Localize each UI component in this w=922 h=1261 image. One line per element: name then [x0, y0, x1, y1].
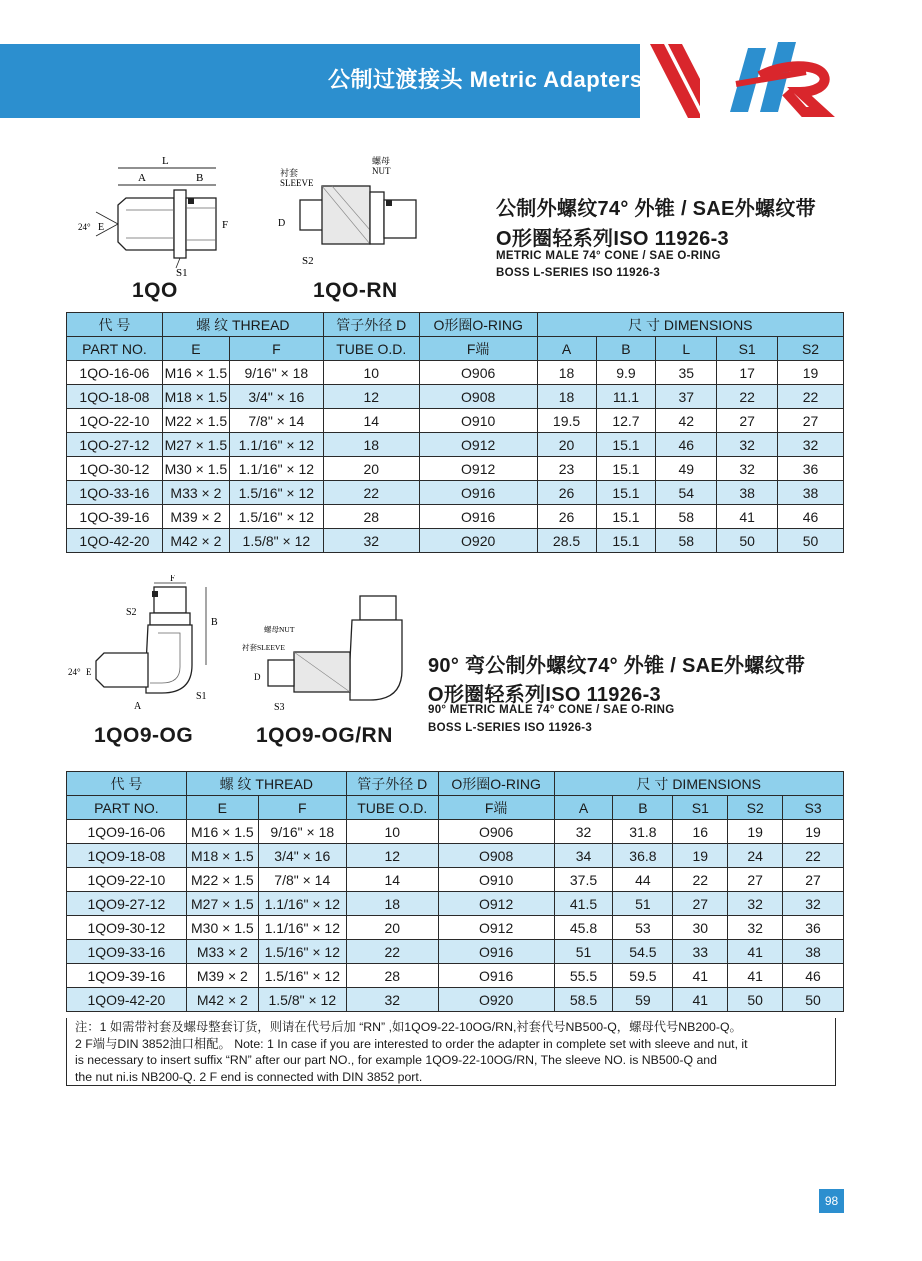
header-thread: 螺 纹 THREAD: [186, 772, 346, 796]
table-header-row: [67, 313, 844, 337]
svg-text:S3: S3: [274, 702, 285, 713]
table-cell: M22 × 1.5: [186, 868, 258, 892]
svg-text:L: L: [162, 155, 169, 167]
subheader-cell: A: [537, 337, 596, 361]
table-cell: 23: [537, 457, 596, 481]
table-cell: 1QO9-39-16: [67, 964, 187, 988]
svg-text:F: F: [222, 219, 229, 231]
table-cell: M39 × 2: [162, 505, 229, 529]
footnote-line: the nut ni.is NB200-Q. 2 F end is connected with DIN 3852 port.: [75, 1069, 423, 1084]
table-cell: 15.1: [596, 505, 656, 529]
table-cell: M18 × 1.5: [162, 385, 229, 409]
table-row: [67, 844, 844, 868]
table-row: [67, 820, 844, 844]
table-row: [67, 964, 844, 988]
table-row: [67, 433, 844, 457]
table-cell: 41: [673, 964, 728, 988]
table-cell: 33: [673, 940, 728, 964]
figure-label-1qo9-og-rn: 1QO9-OG/RN: [256, 724, 393, 747]
table-cell: O916: [438, 964, 554, 988]
subheader-cell: B: [596, 337, 656, 361]
table-cell: 44: [613, 868, 673, 892]
table-cell: 1QO9-22-10: [67, 868, 187, 892]
table-cell: M18 × 1.5: [186, 844, 258, 868]
header-thread: 螺 纹 THREAD: [162, 313, 323, 337]
table-cell: O910: [438, 868, 554, 892]
table-cell: 1QO-18-08: [67, 385, 163, 409]
subheader-cell: F端: [438, 796, 554, 820]
table-cell: 10: [346, 820, 438, 844]
table-cell: 22: [673, 868, 728, 892]
table-cell: 1.5/16" × 12: [258, 964, 346, 988]
subheader-cell: PART NO.: [67, 337, 163, 361]
table-cell: 51: [613, 892, 673, 916]
table-cell: 12: [323, 385, 419, 409]
table-cell: 9/16" × 18: [229, 361, 323, 385]
section1-title-cn-1: 公制外螺纹74° 外锥 / SAE外螺纹带: [496, 198, 816, 220]
table-cell: 27: [778, 409, 844, 433]
table-cell: 54: [656, 481, 717, 505]
table-cell: 24: [728, 844, 783, 868]
drawing-1qo9-og: [66, 575, 246, 715]
table-cell: 18: [323, 433, 419, 457]
table-cell: 49: [656, 457, 717, 481]
svg-text:F: F: [170, 575, 176, 583]
section2-title-cn-1: 90° 弯公制外螺纹74° 外锥 / SAE外螺纹带: [428, 655, 806, 677]
table-cell: 1QO-30-12: [67, 457, 163, 481]
subheader-cell: B: [613, 796, 673, 820]
table-cell: 1QO-16-06: [67, 361, 163, 385]
table-cell: 36: [778, 457, 844, 481]
table-cell: 32: [323, 529, 419, 553]
table-cell: 17: [717, 361, 778, 385]
table-cell: 54.5: [613, 940, 673, 964]
table-cell: 27: [717, 409, 778, 433]
table-cell: 32: [717, 457, 778, 481]
section2-title-en-1: 90° METRIC MALE 74° CONE / SAE O-RING: [428, 704, 675, 716]
svg-text:B: B: [211, 617, 218, 628]
table-cell: M42 × 2: [186, 988, 258, 1012]
svg-text:E: E: [98, 222, 105, 233]
table-cell: 28: [323, 505, 419, 529]
table-cell: 32: [778, 433, 844, 457]
spec-table-1qo9-og: [66, 771, 844, 1012]
header-oring: O形圈O-RING: [438, 772, 554, 796]
table-cell: 1QO9-42-20: [67, 988, 187, 1012]
table-cell: 41: [728, 964, 783, 988]
table-cell: 28: [346, 964, 438, 988]
table-row: [67, 361, 844, 385]
section2-title-cn-2: O形圈轻系列ISO 11926-3: [428, 684, 661, 706]
subheader-cell: TUBE O.D.: [323, 337, 419, 361]
table-cell: 18: [537, 361, 596, 385]
table-cell: 22: [323, 481, 419, 505]
table-row: [67, 892, 844, 916]
table-cell: 41.5: [554, 892, 613, 916]
table-row: [67, 505, 844, 529]
table-cell: 31.8: [613, 820, 673, 844]
table-cell: 32: [728, 892, 783, 916]
table-cell: O908: [419, 385, 537, 409]
table-cell: 20: [346, 916, 438, 940]
table-cell: 53: [613, 916, 673, 940]
table-row: [67, 385, 844, 409]
table-cell: 27: [673, 892, 728, 916]
header-oring: O形圈O-RING: [419, 313, 537, 337]
table-cell: 26: [537, 481, 596, 505]
table-cell: 11.1: [596, 385, 656, 409]
table-subheader-row: [67, 337, 844, 361]
table-cell: 19.5: [537, 409, 596, 433]
subheader-cell: S2: [728, 796, 783, 820]
table-cell: 46: [778, 505, 844, 529]
table-cell: 1QO-33-16: [67, 481, 163, 505]
table-cell: M16 × 1.5: [162, 361, 229, 385]
subheader-cell: PART NO.: [67, 796, 187, 820]
table-cell: 46: [656, 433, 717, 457]
table-cell: 59: [613, 988, 673, 1012]
table-cell: 19: [778, 361, 844, 385]
table-cell: 15.1: [596, 529, 656, 553]
svg-text:衬套SLEEVE: 衬套 SLEEVE: [280, 168, 314, 188]
table-cell: 1.5/8" × 12: [258, 988, 346, 1012]
header-code: 代 号: [67, 313, 163, 337]
table-cell: O912: [438, 916, 554, 940]
table-cell: 45.8: [554, 916, 613, 940]
table-cell: 3/4" × 16: [258, 844, 346, 868]
header-dimensions: 尺 寸 DIMENSIONS: [537, 313, 843, 337]
header-code: 代 号: [67, 772, 187, 796]
subheader-cell: E: [186, 796, 258, 820]
table-cell: 41: [673, 988, 728, 1012]
table-cell: 32: [554, 820, 613, 844]
table-cell: O912: [419, 457, 537, 481]
figure-label-1qo-rn: 1QO-RN: [313, 279, 398, 302]
table-cell: 36.8: [613, 844, 673, 868]
subheader-cell: S1: [717, 337, 778, 361]
table-cell: 22: [783, 844, 844, 868]
table-cell: 38: [778, 481, 844, 505]
table-cell: 7/8" × 14: [258, 868, 346, 892]
table-body: [67, 820, 844, 1012]
table-cell: 34: [554, 844, 613, 868]
table-cell: 51: [554, 940, 613, 964]
table-cell: 38: [717, 481, 778, 505]
subheader-cell: F端: [419, 337, 537, 361]
subheader-cell: S1: [673, 796, 728, 820]
table-cell: O920: [419, 529, 537, 553]
table-cell: 50: [717, 529, 778, 553]
table-cell: 37.5: [554, 868, 613, 892]
svg-text:24°: 24°: [78, 222, 91, 232]
table-cell: M16 × 1.5: [186, 820, 258, 844]
table-cell: 1QO9-27-12: [67, 892, 187, 916]
table-cell: 15.1: [596, 481, 656, 505]
table-cell: 58: [656, 529, 717, 553]
table-cell: O906: [438, 820, 554, 844]
table-cell: 18: [537, 385, 596, 409]
table-cell: M33 × 2: [186, 940, 258, 964]
drawing-1qo-rn: [272, 150, 442, 275]
table-cell: 14: [346, 868, 438, 892]
svg-text:D: D: [278, 218, 286, 229]
table-cell: O912: [438, 892, 554, 916]
table-row: [67, 529, 844, 553]
table-cell: M27 × 1.5: [186, 892, 258, 916]
table-cell: 50: [728, 988, 783, 1012]
subheader-cell: S2: [778, 337, 844, 361]
table-cell: 1.1/16" × 12: [258, 892, 346, 916]
table-cell: 9.9: [596, 361, 656, 385]
table-cell: 41: [717, 505, 778, 529]
table-cell: 32: [346, 988, 438, 1012]
subheader-cell: F: [258, 796, 346, 820]
table-cell: 30: [673, 916, 728, 940]
svg-text:S2: S2: [302, 255, 314, 267]
table-cell: M33 × 2: [162, 481, 229, 505]
table-cell: 22: [346, 940, 438, 964]
table-cell: 1.5/8" × 12: [229, 529, 323, 553]
header-tube: 管子外径 D: [346, 772, 438, 796]
svg-text:E: E: [86, 667, 92, 677]
table-row: [67, 481, 844, 505]
svg-text:B: B: [196, 172, 204, 184]
table-cell: 20: [323, 457, 419, 481]
table-cell: 27: [783, 868, 844, 892]
table-row: [67, 940, 844, 964]
table-cell: O916: [419, 505, 537, 529]
table-cell: 3/4" × 16: [229, 385, 323, 409]
subheader-cell: A: [554, 796, 613, 820]
table-cell: M30 × 1.5: [186, 916, 258, 940]
table-cell: M22 × 1.5: [162, 409, 229, 433]
table-cell: 15.1: [596, 433, 656, 457]
table-cell: 32: [783, 892, 844, 916]
svg-text:24°: 24°: [68, 667, 81, 677]
table-cell: 1.1/16" × 12: [229, 433, 323, 457]
table-row: [67, 457, 844, 481]
table-cell: 9/16" × 18: [258, 820, 346, 844]
table-cell: 58: [656, 505, 717, 529]
table-cell: 22: [717, 385, 778, 409]
table-cell: O912: [419, 433, 537, 457]
table-cell: 50: [783, 988, 844, 1012]
table-cell: 10: [323, 361, 419, 385]
table-cell: 36: [783, 916, 844, 940]
subheader-cell: E: [162, 337, 229, 361]
figure-label-1qo9-og: 1QO9-OG: [94, 724, 194, 747]
table-header-row: [67, 772, 844, 796]
table-cell: 50: [778, 529, 844, 553]
table-cell: O916: [419, 481, 537, 505]
table-cell: 32: [728, 916, 783, 940]
table-cell: O906: [419, 361, 537, 385]
table-cell: 12: [346, 844, 438, 868]
table-cell: 42: [656, 409, 717, 433]
page-number: 98: [819, 1189, 844, 1213]
footnote: [66, 1018, 836, 1086]
section1-title-en-1: METRIC MALE 74° CONE / SAE O-RING: [496, 250, 721, 262]
table-cell: 1QO9-33-16: [67, 940, 187, 964]
table-cell: 1QO9-18-08: [67, 844, 187, 868]
svg-text:A: A: [138, 172, 146, 184]
table-cell: 26: [537, 505, 596, 529]
table-cell: M39 × 2: [186, 964, 258, 988]
table-cell: M30 × 1.5: [162, 457, 229, 481]
header-dimensions: 尺 寸 DIMENSIONS: [554, 772, 843, 796]
subheader-cell: TUBE O.D.: [346, 796, 438, 820]
table-cell: 32: [717, 433, 778, 457]
table-cell: 1QO-39-16: [67, 505, 163, 529]
table-cell: 1.5/16" × 12: [229, 505, 323, 529]
svg-text:衬套SLEEVE: 衬套SLEEVE: [242, 643, 285, 652]
table-row: [67, 916, 844, 940]
table-cell: 58.5: [554, 988, 613, 1012]
table-cell: 41: [728, 940, 783, 964]
svg-text:A: A: [134, 701, 142, 712]
table-cell: O910: [419, 409, 537, 433]
table-cell: 1QO-22-10: [67, 409, 163, 433]
table-cell: 1QO-27-12: [67, 433, 163, 457]
table-cell: 46: [783, 964, 844, 988]
table-row: [67, 409, 844, 433]
table-cell: 15.1: [596, 457, 656, 481]
svg-text:D: D: [254, 672, 261, 682]
table-cell: M42 × 2: [162, 529, 229, 553]
footnote-line: 2 F端与DIN 3852油口相配。 Note: 1 In case if you are interested to order the adapter in complete set with sleeve and nut, it: [75, 1036, 748, 1051]
table-cell: 12.7: [596, 409, 656, 433]
subheader-cell: L: [656, 337, 717, 361]
table-cell: 20: [537, 433, 596, 457]
table-cell: 37: [656, 385, 717, 409]
table-cell: 19: [728, 820, 783, 844]
table-cell: 22: [778, 385, 844, 409]
spec-table-1qo: [66, 312, 844, 553]
table-cell: 55.5: [554, 964, 613, 988]
section1-title-cn-2: O形圈轻系列ISO 11926-3: [496, 228, 729, 250]
section2-title-en-2: BOSS L-SERIES ISO 11926-3: [428, 722, 593, 734]
table-subheader-row: [67, 796, 844, 820]
drawing-1qo9-og-rn: [240, 590, 420, 720]
figure-label-1qo: 1QO: [132, 279, 178, 302]
table-cell: 1.1/16" × 12: [258, 916, 346, 940]
table-cell: 19: [783, 820, 844, 844]
table-cell: M27 × 1.5: [162, 433, 229, 457]
page-title: 公制过渡接头 Metric Adapters: [328, 67, 643, 92]
table-row: [67, 868, 844, 892]
svg-text:S2: S2: [126, 607, 137, 618]
table-cell: 27: [728, 868, 783, 892]
table-cell: 1QO-42-20: [67, 529, 163, 553]
table-cell: 7/8" × 14: [229, 409, 323, 433]
table-cell: O920: [438, 988, 554, 1012]
subheader-cell: F: [229, 337, 323, 361]
table-row: [67, 988, 844, 1012]
drawing-1qo: [76, 150, 256, 280]
header-tube: 管子外径 D: [323, 313, 419, 337]
table-cell: 1QO9-16-06: [67, 820, 187, 844]
svg-text:螺母NUT: 螺母NUT: [264, 625, 295, 634]
table-cell: 28.5: [537, 529, 596, 553]
table-cell: O916: [438, 940, 554, 964]
table-cell: O908: [438, 844, 554, 868]
table-cell: 18: [346, 892, 438, 916]
table-body: [67, 361, 844, 553]
table-cell: 14: [323, 409, 419, 433]
table-cell: 59.5: [613, 964, 673, 988]
table-cell: 1.5/16" × 12: [229, 481, 323, 505]
svg-text:S1: S1: [196, 691, 207, 702]
table-cell: 1.1/16" × 12: [229, 457, 323, 481]
table-cell: 1.5/16" × 12: [258, 940, 346, 964]
footnote-line: is necessary to insert suffix “RN” after our part NO., for example 1QO9-22-10OG/RN, The sleeve NO. is NB500-Q and: [75, 1053, 717, 1067]
table-cell: 35: [656, 361, 717, 385]
table-cell: 38: [783, 940, 844, 964]
brand-logo: [726, 40, 836, 120]
subheader-cell: S3: [783, 796, 844, 820]
table-cell: 16: [673, 820, 728, 844]
svg-text:螺母NUT: 螺母 NUT: [372, 156, 391, 176]
footnote-line: 注：1 如需带衬套及螺母整套订货，则请在代号后加 “RN” ,如1QO9-22-10OG/RN,衬套代号NB500-Q，螺母代号NB200-Q。: [75, 1020, 742, 1034]
svg-text:S1: S1: [176, 267, 188, 279]
table-cell: 1QO9-30-12: [67, 916, 187, 940]
table-cell: 19: [673, 844, 728, 868]
section1-title-en-2: BOSS L-SERIES ISO 11926-3: [496, 267, 661, 279]
